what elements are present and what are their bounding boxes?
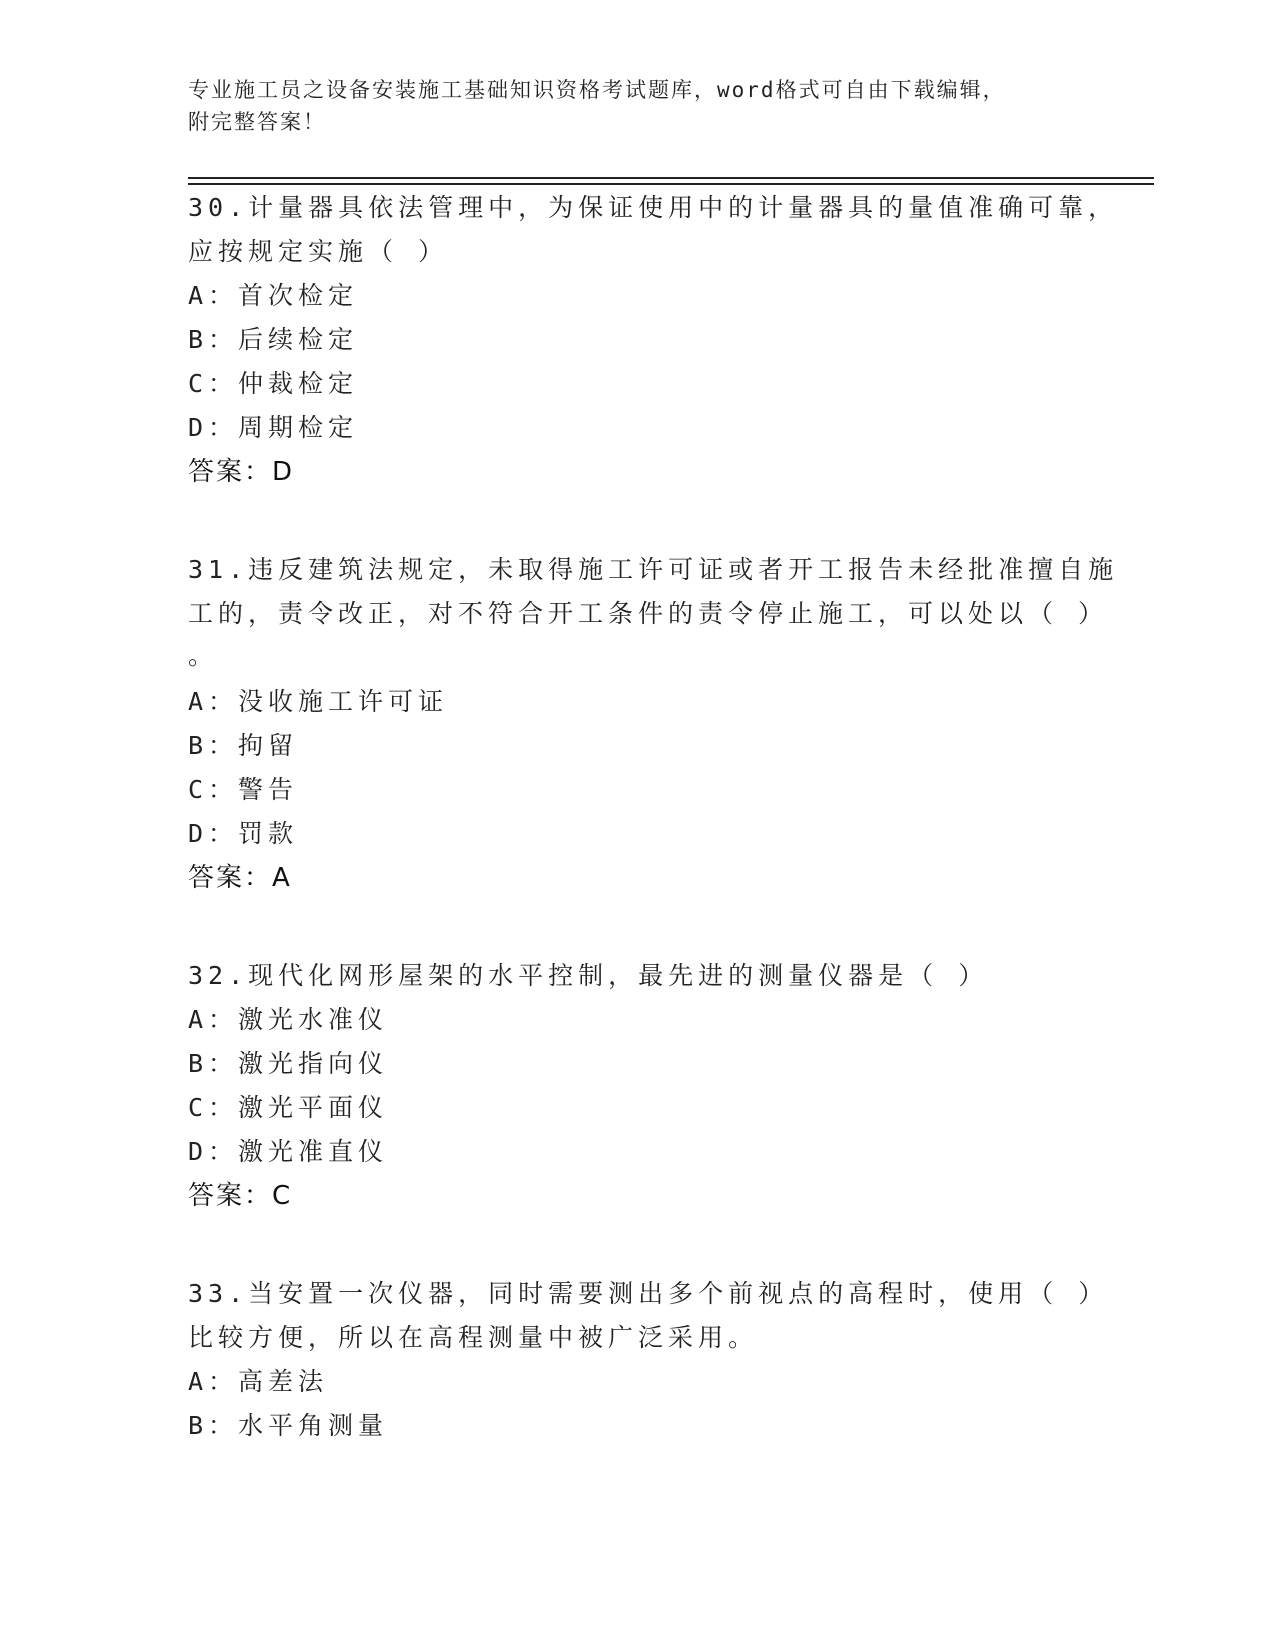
option-d: D：罚款 — [188, 819, 299, 848]
option-c: C：激光平面仪 — [188, 1093, 389, 1122]
header-line-1: 专业施工员之设备安装施工基础知识资格考试题库，word格式可自由下载编辑， — [188, 78, 1006, 102]
option-b: B：拘留 — [188, 731, 299, 760]
option-c: C：警告 — [188, 775, 299, 804]
question-stem-line: 30.计量器具依法管理中，为保证使用中的计量器具的量值准确可靠， — [188, 193, 1119, 222]
option-d: D：激光准直仪 — [188, 1137, 389, 1166]
option-a: A：激光水准仪 — [188, 1005, 389, 1034]
question-stem-line: 31.违反建筑法规定，未取得施工许可证或者开工报告未经批准擅自施 — [188, 555, 1119, 584]
option-a: A：首次检定 — [188, 281, 359, 310]
header-divider-bottom — [188, 183, 1154, 185]
option-b: B：激光指向仪 — [188, 1049, 389, 1078]
option-d: D：周期检定 — [188, 413, 359, 442]
header-line-2: 附完整答案！ — [188, 110, 326, 134]
question-stem-line: 应按规定实施（ ） — [188, 237, 449, 266]
answer: 答案：A — [188, 863, 292, 893]
option-b: B：后续检定 — [188, 325, 359, 354]
question-stem-line: 32.现代化网形屋架的水平控制，最先进的测量仪器是（ ） — [188, 961, 989, 990]
option-a: A：高差法 — [188, 1367, 329, 1396]
header-divider-top — [188, 177, 1154, 179]
page-header — [188, 74, 1088, 138]
question-stem-line: 33.当安置一次仪器，同时需要测出多个前视点的高程时，使用（ ） — [188, 1279, 1109, 1308]
option-c: C：仲裁检定 — [188, 369, 359, 398]
answer: 答案：D — [188, 457, 295, 487]
question-stem-line: 工的，责令改正，对不符合开工条件的责令停止施工，可以处以（ ） — [188, 599, 1109, 628]
answer: 答案：C — [188, 1181, 293, 1211]
option-b: B：水平角测量 — [188, 1411, 389, 1440]
question-stem-line: 。 — [188, 641, 219, 670]
question-stem-line: 比较方便，所以在高程测量中被广泛采用。 — [188, 1323, 759, 1352]
option-a: A：没收施工许可证 — [188, 687, 449, 716]
